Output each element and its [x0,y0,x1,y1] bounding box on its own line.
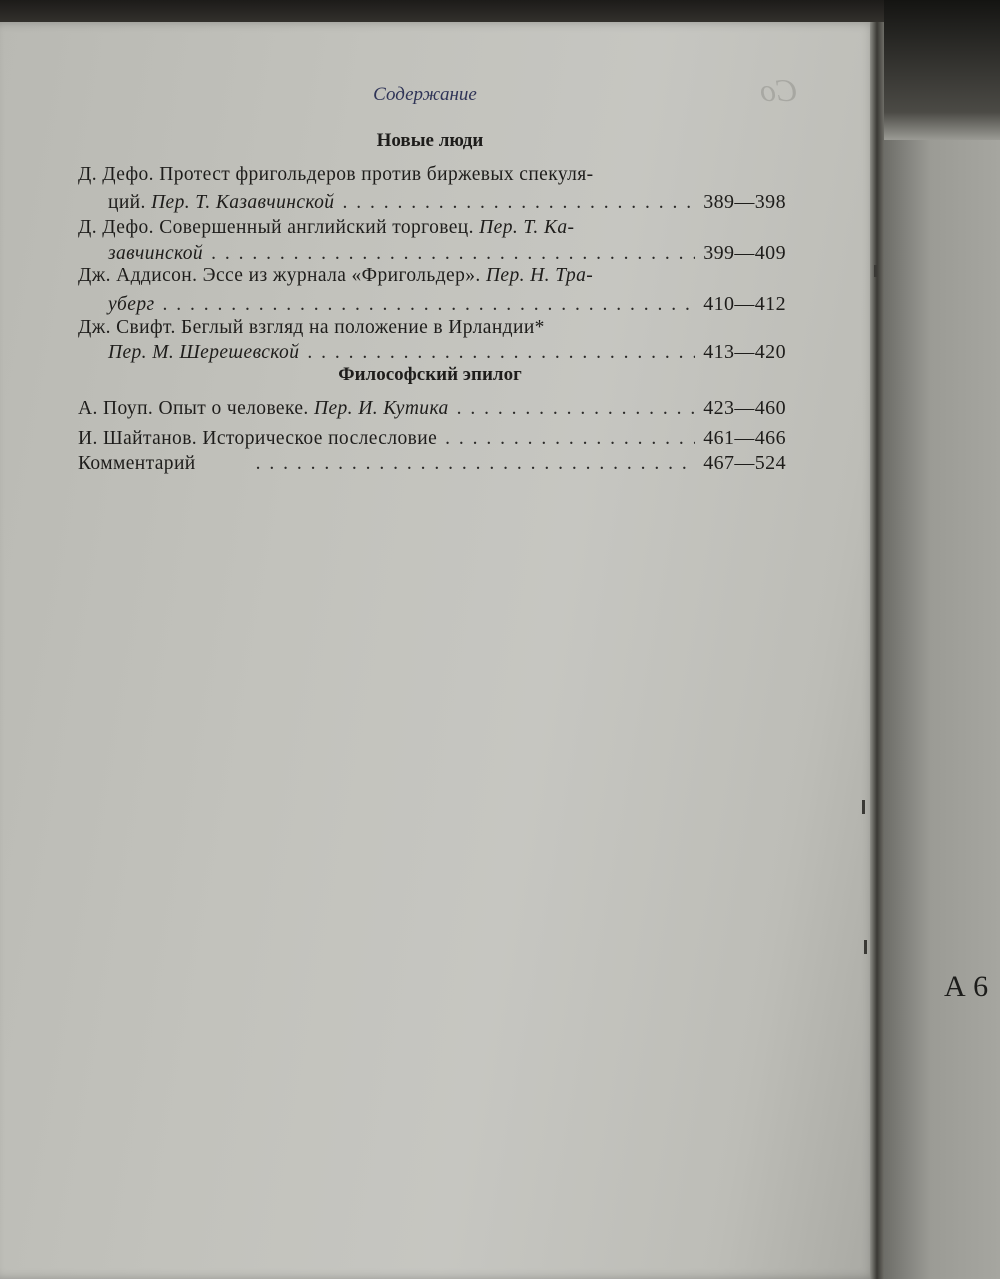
toc-entry-1-line1: Д. Дефо. Протест фригольдеров против биржевых спекуля- [78,164,594,185]
section-title-new-people: Новые люди [376,130,484,151]
page-mark [874,265,877,277]
leader-dots [342,191,695,215]
toc-entry-1-line2: ций. Пер. Т. Казавчинской . . . 389—398 [108,190,786,215]
toc-entry-4-line1: Дж. Свифт. Беглый взгляд на положение в Ирландии* [78,317,545,338]
leader-dots [162,293,695,317]
page-range: 389—398 [703,191,786,213]
leader-dots [256,452,696,476]
page-range: 461—466 [703,427,786,449]
toc-entry-5: А. Поуп. Опыт о человеке. Пер. И. Кутика . . . 423—460 [78,396,786,421]
section-title-philosophical-epilogue: Философский эпилог [338,364,522,385]
page-range: 467—524 [703,452,786,474]
toc-entry-2-line2: завчинской . . . 399—409 [108,241,786,266]
page-range: 410—412 [703,293,786,315]
toc-entry-4-line2: Пер. М. Шерешевской . . . 413—420 [108,340,786,365]
leader-dots [307,341,695,365]
page-mark [864,940,867,954]
toc-entry-6: И. Шайтанов. Историческое послесловие . . . 461—466 [78,426,786,451]
leader-dots [457,397,696,421]
toc-heading: Содержание [373,84,477,105]
bleed-through-text: Со [760,72,798,108]
adjacent-page [884,0,1000,1279]
page-range: 399—409 [703,242,786,264]
page-mark [862,800,865,814]
toc-entry-2-line1: Д. Дефо. Совершенный английский торговец. Пер. Т. Ка- [78,217,575,238]
leader-dots [211,242,695,266]
adjacent-page-text: А 6 [944,970,989,1003]
toc-entry-3-line2: уберг . . . 410—412 [108,292,786,317]
book-gutter [870,22,884,1279]
toc-entry-3-line1: Дж. Аддисон. Эссе из журнала «Фригольдер». Пер. Н. Тра- [78,265,594,286]
leader-dots [445,427,695,451]
toc-entry-7: Комментарий . . . 467—524 [78,451,786,476]
page-range: 413—420 [703,341,786,363]
page-range: 423—460 [703,397,786,419]
